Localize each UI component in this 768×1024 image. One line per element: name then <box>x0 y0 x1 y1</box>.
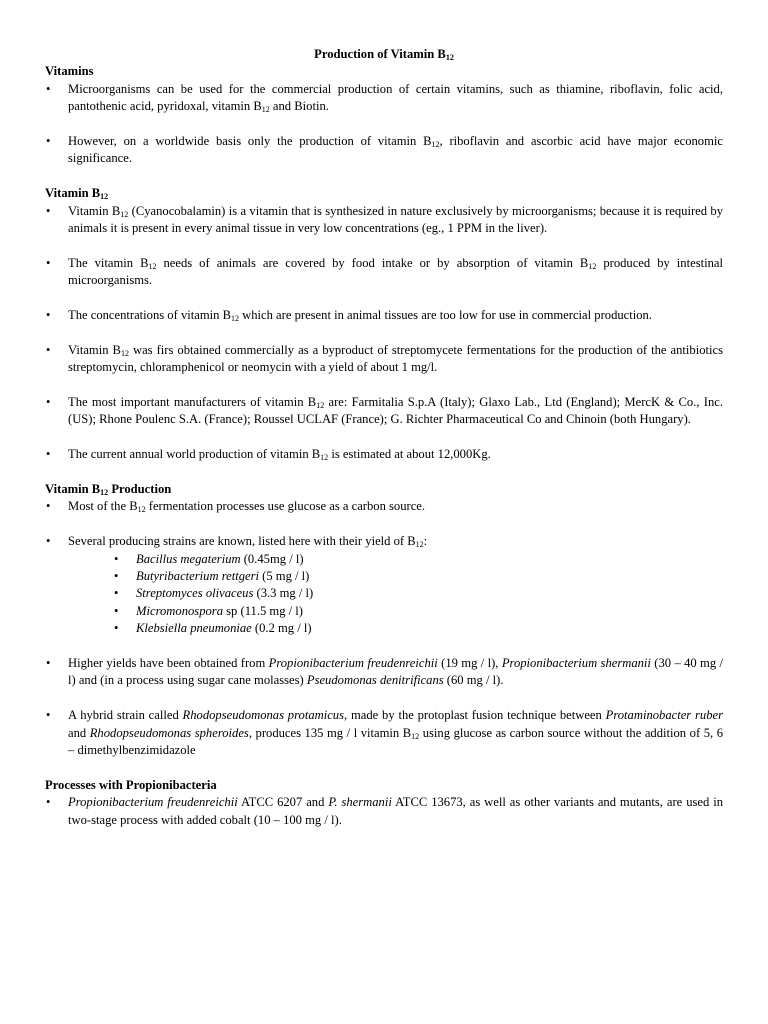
strain-item: • Butyribacterium rettgeri (5 mg / l) <box>136 568 723 585</box>
strain-item: • Streptomyces olivaceus (3.3 mg / l) <box>136 585 723 602</box>
vitamins-list <box>45 81 723 168</box>
section-heading-vitamins: Vitamins <box>45 64 94 79</box>
vitamin-b12-list <box>45 203 723 464</box>
production-list <box>45 498 723 759</box>
list-item: • Propionibacterium freudenreichii ATCC 6207 and P. shermanii ATCC 13673, as well as other variants and mutants, are used in two-stage process with added cobalt (10 – 100 mg / l). <box>45 794 723 829</box>
list-item: • The current annual world production of vitamin $B_{12}$ is estimated at about 12,000Kg. <box>45 446 723 463</box>
list-item: • The concentrations of vitamin $B_{12}$ which are present in animal tissues are too low for use in commercial production. <box>45 307 723 324</box>
strain-item: • Bacillus megaterium (0.45mg / l) <box>136 551 723 568</box>
list-item: • Vitamin $B_{12}$ (Cyanocobalamin) is a vitamin that is synthesized in nature exclusively by microorganisms; because it is required by animals it is present in every animal tissue in very low concentrations (eg., 1 PPM in the liver). <box>45 203 723 238</box>
list-item: • The vitamin $B_{12}$ needs of animals are covered by food intake or by absorption of vitamin $B_{12}$ produced by intestinal microorganisms. <box>45 255 723 290</box>
list-item: • Most of the $B_{12}$ fermentation processes use glucose as a carbon source. <box>45 498 723 515</box>
propionibacteria-list <box>45 794 723 829</box>
page-title: Production of Vitamin $B_{12}$ <box>314 47 454 62</box>
list-item: • Microorganisms can be used for the commercial production of certain vitamins, such as thiamine, riboflavin, folic acid, pantothenic acid, pyridoxal, vitamin $B_{12}$ and Biotin. <box>45 81 723 116</box>
section-heading-vitamin-b12-production: Vitamin $B_{12}$ Production <box>45 482 172 498</box>
list-item: • The most important manufacturers of vitamin $B_{12}$ are: Farmitalia S.p.A (Italy); Glaxo Lab., Ltd (England); MercK & Co., Inc. (US); Rhone Poulenc S.A. (France); Roussel UCLAF (France); G. Richter Pharmaceutical Co and Chinoin (both Hungary). <box>45 394 723 429</box>
strain-list <box>68 551 723 638</box>
list-item: • Vitamin $B_{12}$ was firs obtained commercially as a byproduct of streptomycete fermentations for the production of the antibiotics streptomycin, chloramphenicol or neomycin with a yield of about 1 mg/l. <box>45 342 723 377</box>
section-heading-propionibacteria: Processes with Propionibacteria <box>45 777 217 792</box>
list-item: • Several producing strains are known, listed here with their yield of $B_{12}$: • Bacillus megaterium (0.45mg / l) • Butyribacterium rettgeri (5 mg / l) • Streptomyces olivaceus (3.3 mg / l) • Micromonospora sp (11.5 mg / l) • Klebsiella pneumoniae (0.2 mg / l) <box>45 533 723 637</box>
strain-item: • Micromonospora sp (11.5 mg / l) <box>136 603 723 620</box>
section-heading-vitamin-b12: Vitamin $B_{12}$ <box>45 186 109 202</box>
list-item: • A hybrid strain called Rhodopseudomonas protamicus, made by the protoplast fusion technique between Protaminobacter ruber and Rhodopseudomonas spheroides, produces 135 mg / l vitamin $B_{12}$ using glucose as carbon source without the addition of 5, 6 – dimethylbenzimidazole <box>45 707 723 759</box>
list-item: • However, on a worldwide basis only the production of vitamin $B_{12}$, riboflavin and ascorbic acid have major economic significance. <box>45 133 723 168</box>
list-item: • Higher yields have been obtained from Propionibacterium freudenreichii (19 mg / l), Propionibacterium shermanii (30 – 40 mg / l) and (in a process using sugar cane molasses) Pseudomonas denitrificans (60 mg / l). <box>45 655 723 690</box>
strain-item: • Klebsiella pneumoniae (0.2 mg / l) <box>136 620 723 637</box>
